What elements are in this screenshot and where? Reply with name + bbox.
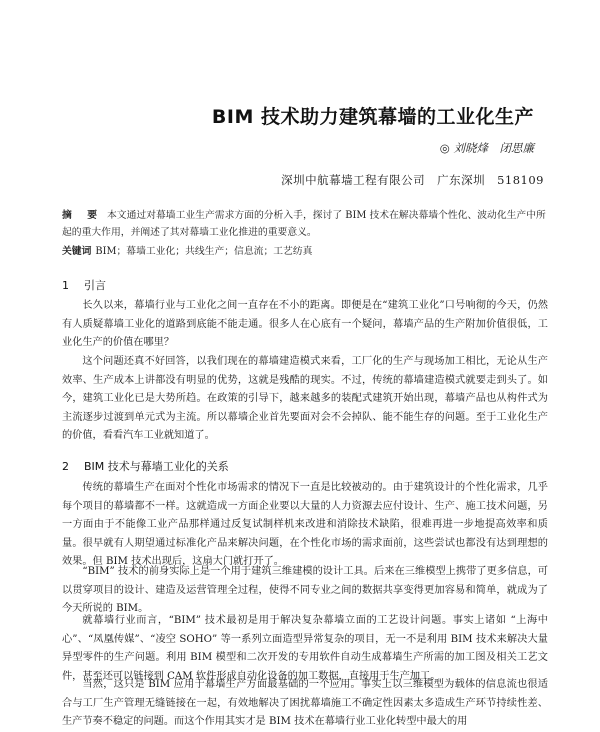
paragraph: “BIM” 技术的前身实际上是一个用于建筑三维建模的设计工具。后来在三维模型上携带了更多信息，可以贯穿项目的设计、建造及运营管理全过程，使得不同专业之间的数据共享变得更加容易和简单，就成为了今天所说的 BIM。: [62, 566, 548, 614]
keywords-text: BIM；幕墙工业化；共线生产；信息流；工艺纺真: [95, 246, 313, 257]
paragraph: 当然，这只是 BIM 应用于幕墙生产方面最基础的一个应用。事实上以三维模型为载体的信息流也很适合与工厂生产管理无缝链接在一起，有效地解决了困扰幕墙施工不确定性因素太多造成生产环节持续性差、生产节奏不稳定的问题。而这个作用其实才是 BIM 技术在幕墙行业工业化转型中最大的用: [62, 679, 548, 727]
author-line: ◎ 刘晓烽 闭思廉: [439, 141, 534, 155]
section-number: 2: [62, 460, 69, 473]
section-title: BIM 技术与幕墙工业化的关系: [84, 460, 229, 473]
section-title: 引言: [84, 279, 106, 292]
keywords-label: 关键词: [62, 246, 92, 257]
section-heading-bim-relationship: [62, 458, 229, 474]
paragraph: 这个问题还真不好回答，以我们现在的幕墙建造模式来看，工厂化的生产与现场加工相比，无论从生产效率、生产成本上讲都没有明显的优势，这就是残酷的现实。不过，传统的幕墙建造模式就要走到头了。如今，建筑工业化已是大势所趋。在政策的引导下，越来越多的装配式建筑开始出现，幕墙产品也从构件式为主流逐步过渡到单元式为主流。所以幕墙企业首先要面对会不会掉队、能不能生存的问题。至于工业化生产的价值，看看汽车工业就知道了。: [62, 356, 548, 441]
paragraph: 传统的幕墙生产在面对个性化市场需求的情况下一直是比较被动的。由于建筑设计的个性化需求，几乎每个项目的幕墙都不一样。这就造成一方面企业要以大量的人力资源去应付设计、生产、施工技术问题，另一方面由于不能像工业产品那样通过反复试制样机来改进和消除技术缺陷，很难再进一步地提高效率和质量。很早就有人期望通过标准化产品来解决问题，在个性化市场的需求面前，这些尝试也都没有达到理想的效果。但 BIM 技术出现后，这扇大门就打开了。: [62, 482, 548, 567]
abstract-text: 本文通过对幕墙工业生产需求方面的分析入手，探讨了 BIM 技术在解决幕墙个性化、波动化生产中所起的重大作用，并阐述了其对幕墙工业化推进的重要意义。: [62, 210, 546, 238]
paragraph: 长久以来，幕墙行业与工业化之间一直存在不小的距离。即便是在“建筑工业化”口号响彻的今天，仍然有人质疑幕墙工业化的道路到底能不能走通。很多人在心底有一个疑问，幕墙产品的生产附加价值很低，工业化生产的价值在哪里？: [62, 300, 548, 348]
paper-title: BIM 技术助力建筑幕墙的工业化生产: [211, 106, 534, 128]
abstract-block: [62, 207, 548, 241]
paragraph: 就幕墙行业而言，“BIM” 技术最初是用于解决复杂幕墙立面的工艺设计问题。事实上诸如 “上海中心”、“凤凰传媒”、“凌空 SOHO” 等一系列立面造型异常复杂的项目，无一不是利用 BIM 技术来解决大量异型零件的生产问题。利用 BIM 模型和二次开发的专用软件自动生成幕墙生产所需的加工图及相关工艺文件，甚至还可以链接到 CAM 软件形成自动化设备的加工数据，直接用于生产加工。: [62, 615, 548, 682]
affiliation-line: 深圳中航幕墙工程有限公司 广东深圳 518109: [281, 173, 544, 187]
section-heading-introduction: [62, 277, 106, 293]
section-number: 1: [62, 279, 69, 292]
keywords-block: [62, 243, 548, 257]
abstract-label: 摘 要: [62, 210, 104, 221]
